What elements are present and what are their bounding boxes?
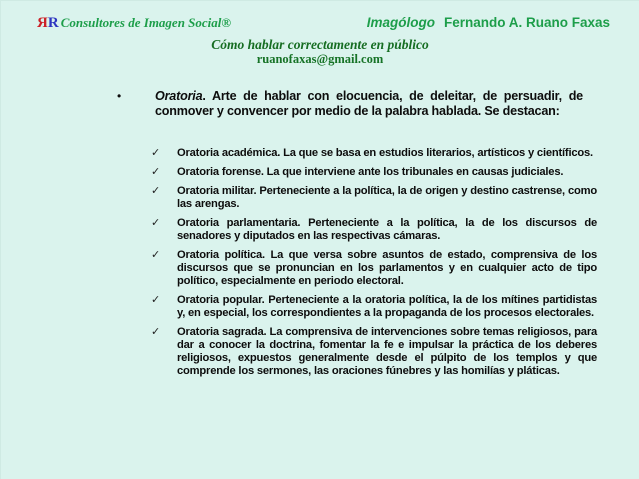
list-item-text: Oratoria sagrada. La comprensiva de intervenciones sobre temas religiosos, para dar a conocer la doctrina, fomentar la fe e impulsar la práctica de los deberes religiosos, expuestos generalmente desde el púlpito de los templos y que comprende los sermones, las oraciones fúnebres y las homilías y pláticas. <box>177 326 597 377</box>
list-item <box>151 147 597 160</box>
checkmark-icon: ✓ <box>151 294 161 306</box>
list-item-text: Oratoria forense. La que interviene ante los tribunales en causas judiciales. <box>177 166 564 178</box>
logo-r-letter: R <box>47 15 59 31</box>
checkmark-icon: ✓ <box>151 185 161 197</box>
checkmark-icon: ✓ <box>151 249 161 261</box>
list-item-text: Oratoria académica. La que se basa en estudios literarios, artísticos y científicos. <box>177 147 593 159</box>
list-item <box>151 249 597 288</box>
contact-email: ruanofaxas@gmail.com <box>256 52 384 66</box>
bullet-icon: • <box>117 89 122 103</box>
slide-subtitle: Cómo hablar correctamente en público <box>211 37 429 52</box>
list-item-text: Oratoria militar. Perteneciente a la política, la de origen y destino castrense, como las arengas. <box>177 185 597 210</box>
list-item <box>151 326 597 378</box>
lead-bullet-row <box>113 89 583 119</box>
list-item <box>151 185 597 211</box>
checkmark-icon: ✓ <box>151 166 161 178</box>
checkmark-icon: ✓ <box>151 326 161 338</box>
author-name: Fernando A. Ruano Faxas <box>443 15 610 30</box>
imagologo-label: Imagólogo <box>366 15 435 30</box>
oratoria-check-list <box>151 147 597 384</box>
list-item-text: Oratoria política. La que versa sobre asuntos de estado, comprensiva de los discursos que se pronuncian en los parlamentos y en cualquier acto de tipo político, especialmente en periodo electoral. <box>177 249 597 287</box>
logo-brand-text: Consultores de Imagen Social® <box>60 15 232 30</box>
author-line <box>367 15 610 30</box>
checkmark-icon: ✓ <box>151 217 161 229</box>
lead-paragraph <box>155 89 583 119</box>
lead-term: Oratoria <box>155 89 203 103</box>
list-item <box>151 217 597 243</box>
list-item-text: Oratoria popular. Perteneciente a la oratoria política, la de los mítines partidistas y, en especial, los correspondientes a la propaganda de los procesos electorales. <box>177 294 597 319</box>
lead-rest: . Arte de hablar con elocuencia, de deleitar, de persuadir, de conmover y convencer por medio de la palabra hablada. Se destacan: <box>155 89 583 118</box>
brand-logo <box>37 14 231 32</box>
list-item <box>151 294 597 320</box>
logo-ya-letter: Я <box>37 15 48 31</box>
list-item-text: Oratoria parlamentaria. Perteneciente a la política, la de los discursos de senadores y diputados en las respectivas cámaras. <box>177 217 597 242</box>
checkmark-icon: ✓ <box>151 147 161 159</box>
list-item <box>151 166 597 179</box>
